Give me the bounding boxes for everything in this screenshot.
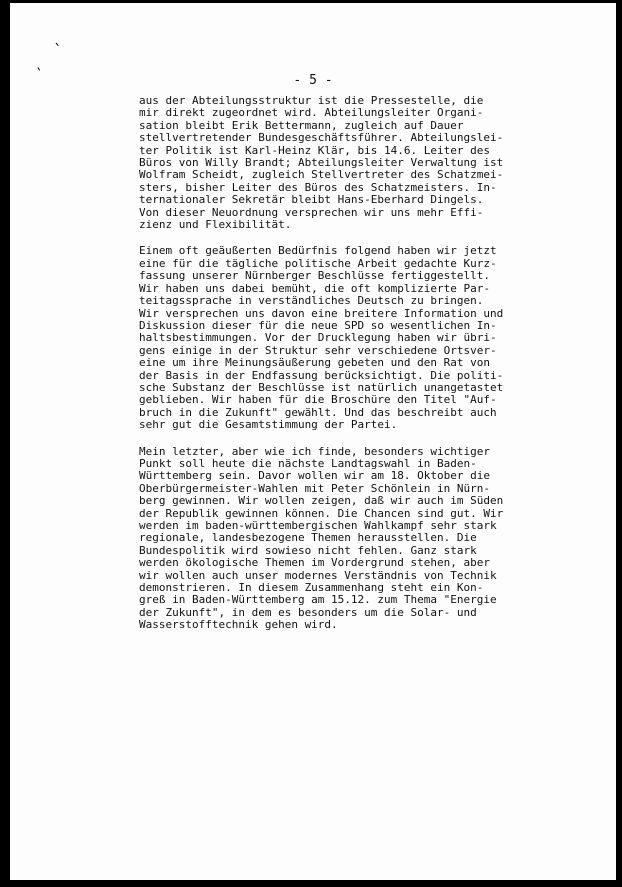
text-line: Oberbürgermeister-Wahlen mit Peter Schönlein in Nürn- <box>139 481 490 495</box>
page-number: - 5 - <box>293 73 333 88</box>
text-line: Wasserstofftechnik gehen wird. <box>139 618 338 632</box>
paragraph <box>139 446 509 632</box>
text-line: greß in Baden-Württemberg am 15.12. zum Thema "Energie <box>139 593 497 607</box>
text-line: stellvertretender Bundesgeschäftsführer. Abteilungslei- <box>139 131 504 145</box>
text-line: ter Politik ist Karl-Heinz Klär, bis 14.6. Leiter des <box>139 143 490 157</box>
text-line: geblieben. Wir haben für die Broschüre den Titel "Auf- <box>139 393 497 407</box>
text-line: Wir versprechen uns davon eine breitere Information und <box>139 306 504 320</box>
text-line: mir direkt zugeordnet wird. Abteilungsleiter Organi- <box>139 106 484 120</box>
text-line: fassung unserer Nürnberger Beschlüsse fertiggestellt. <box>139 269 490 283</box>
text-line: Wir haben uns dabei bemüht, die oft komplizierte Par- <box>139 281 490 295</box>
text-line: zienz und Flexibilität. <box>139 218 292 232</box>
text-line: Diskussion dieser für die neue SPD so wesentlichen In- <box>139 318 497 332</box>
paragraph <box>139 95 509 231</box>
text-line: der Basis in der Endfassung berücksichtigt. Die politi- <box>139 368 504 382</box>
text-line: Von dieser Neuordnung versprechen wir uns mehr Effi- <box>139 205 484 219</box>
text-line: sehr gut die Gesamtstimmung der Partei. <box>139 418 398 432</box>
text-line: Wolfram Scheidt, zugleich Stellvertreter des Schatzmei- <box>139 168 504 182</box>
text-line: berg gewinnen. Wir wollen zeigen, daß wir auch im Süden <box>139 494 504 508</box>
paragraph <box>139 245 509 431</box>
text-line: Bundespolitik wird sowieso nicht fehlen. Ganz stark <box>139 543 477 557</box>
text-line: sters, bisher Leiter des Büros des Schatzmeisters. In- <box>139 180 497 194</box>
text-line: teitagssprache in verständliches Deutsch zu bringen. <box>139 294 484 308</box>
text-line: haltsbestimmungen. Vor der Drucklegung haben wir übri- <box>139 331 497 345</box>
text-line: demonstrieren. In diesem Zusammenhang steht ein Kon- <box>139 581 484 595</box>
text-line: aus der Abteilungsstruktur ist die Pressestelle, die <box>139 94 484 107</box>
text-line: Mein letzter, aber wie ich finde, besonders wichtiger <box>139 444 490 458</box>
text-line: eine für die tägliche politische Arbeit gedachte Kurz- <box>139 256 497 270</box>
text-line: Einem oft geäußerten Bedürfnis folgend haben wir jetzt <box>139 244 497 258</box>
margin-mark: ' <box>33 64 49 81</box>
text-line: regionale, landesbezogene Themen herausstellen. Die <box>139 531 477 545</box>
text-line: wir wollen auch unser modernes Verständnis von Technik <box>139 568 497 582</box>
document-page <box>10 3 616 880</box>
text-line: sation bleibt Erik Bettermann, zugleich auf Dauer <box>139 118 464 132</box>
text-line: Württemberg sein. Davor wollen wir am 18. Oktober die <box>139 469 490 483</box>
text-line: Punkt soll heute die nächste Landtagswahl in Baden- <box>139 456 477 470</box>
text-line: werden im baden-württembergischen Wahlkampf sehr stark <box>139 519 497 532</box>
margin-mark: ' <box>52 39 68 56</box>
text-line: der Zukunft", in dem es besonders um die Solar- und <box>139 605 477 619</box>
text-line: gens einige in der Struktur sehr verschiedene Ortsver- <box>139 343 497 357</box>
document-body <box>139 95 509 646</box>
text-line: der Republik gewinnen können. Die Chancen sind gut. Wir <box>139 506 504 520</box>
text-line: Büros von Willy Brandt; Abteilungsleiter Verwaltung ist <box>139 156 504 170</box>
text-line: ternationaler Sekretär bleibt Hans-Eberhard Dingels. <box>139 193 484 207</box>
text-line: bruch in die Zukunft" gewählt. Und das beschreibt auch <box>139 405 497 419</box>
text-line: werden ökologische Themen im Vordergrund stehen, aber <box>139 556 490 570</box>
text-line: eine um ihre Meinungsäußerung gebeten und den Rat von <box>139 356 490 370</box>
text-line: sche Substanz der Beschlüsse ist natürlich unangetastet <box>139 380 504 394</box>
